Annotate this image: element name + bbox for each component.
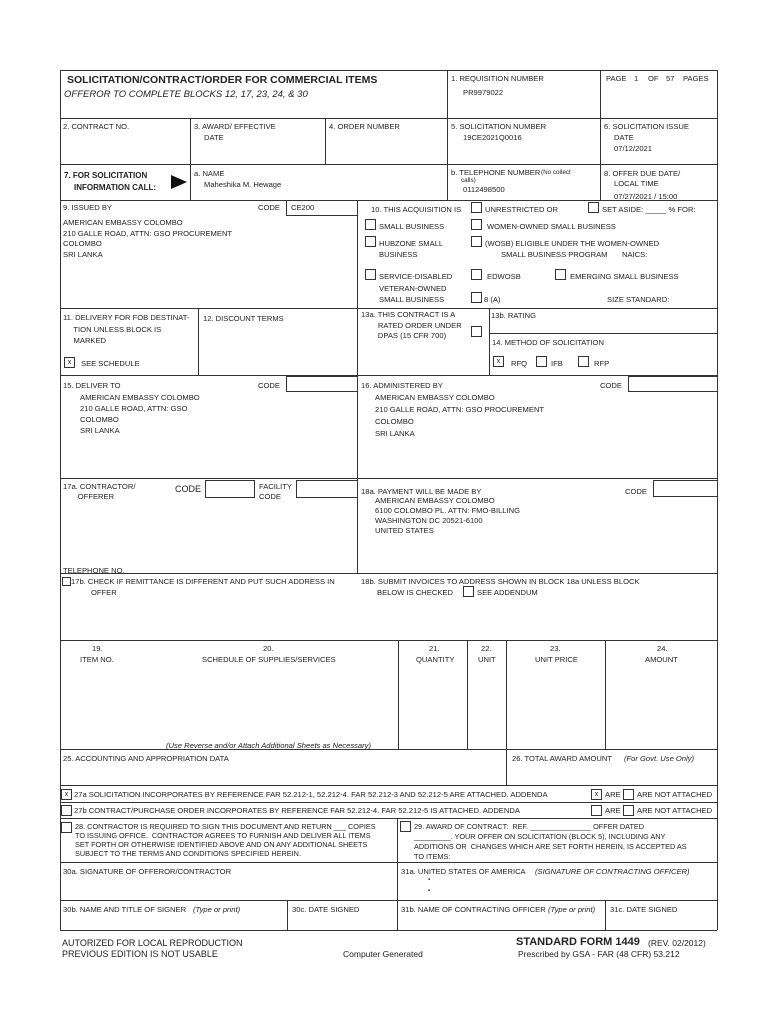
schedule-note: (Use Reverse and/or Attach Additional Sheets as Necessary) xyxy=(166,741,371,750)
27b-label: 27b CONTRACT/PURCHASE ORDER INCORPORATES BY REFERENCE FAR 52.212-4. FAR 52.212-5 IS ATTACHED. ADDENDA xyxy=(74,806,520,815)
contact-name-label: a. NAME xyxy=(194,169,225,178)
27b-are-label: ARE xyxy=(605,806,621,815)
award-contract-text: 29. AWARD OF CONTRACT: REF. _______________ OFFER DATED _________. YOUR OFFER ON SOLICITATION (BLOCK 5), INCLUDING ANY ADDITIONS OR CHANGES WHICH ARE SET FORTH HEREIN, IS ACCEPTED AS TO ITEMS: xyxy=(414,822,687,861)
unrestricted-checkbox[interactable] xyxy=(471,202,482,213)
footer-computer-generated: Computer Generated xyxy=(343,949,423,959)
issued-by-code-value: CE200 xyxy=(291,203,315,212)
deliver-to-code-label: CODE xyxy=(258,381,280,390)
telephone-label: TELEPHONE NO. xyxy=(63,566,125,575)
eight-a-label: 8 (A) xyxy=(484,295,501,304)
footer-previous-edition: PREVIOUS EDITION IS NOT USABLE xyxy=(62,949,218,959)
delivery-fob-label: 11. DELIVERY FOR FOB DESTINAT- TION UNLESS BLOCK IS MARKED xyxy=(63,313,190,345)
discount-terms-label: 12. DISCOUNT TERMS xyxy=(203,314,284,323)
wosb-label: WOMEN-OWNED SMALL BUSINESS xyxy=(487,222,616,231)
payment-code-field[interactable] xyxy=(653,480,718,497)
page-label: PAGE xyxy=(606,74,627,83)
issued-by-code-label: CODE xyxy=(258,203,280,212)
total-award-note: (For Govt. Use Only) xyxy=(624,754,695,763)
pages-label: PAGES xyxy=(683,74,709,83)
29-checkbox[interactable] xyxy=(400,821,411,832)
deliver-to-label: 15. DELIVER TO xyxy=(63,381,121,390)
footer-reproduction: AUTORIZED FOR LOCAL REPRODUCTION xyxy=(62,938,243,948)
signature-marker-2: ▪ xyxy=(428,888,431,894)
page-number: 1 xyxy=(634,74,639,83)
standard-form-number: STANDARD FORM 1449 xyxy=(516,936,640,948)
signature-marker-1: ▪ xyxy=(428,877,431,883)
payment-label: 18a. PAYMENT WILL BE MADE BY xyxy=(361,487,482,496)
order-number-label: 4. ORDER NUMBER xyxy=(329,122,400,131)
hubzone-checkbox[interactable] xyxy=(365,236,376,247)
addendum-checkbox[interactable] xyxy=(463,586,474,597)
footer-prescribed: Prescribed by GSA - FAR (48 CFR) 53.212 xyxy=(518,949,680,959)
deliver-to-address: AMERICAN EMBASSY COLOMBO 210 GALLE ROAD, ATTN: GSO COLOMBO SRI LANKA xyxy=(80,393,200,435)
submit-invoices-label: 18b. SUBMIT INVOICES TO ADDRESS SHOWN IN BLOCK 18a UNLESS BLOCK xyxy=(361,577,640,586)
telephone-number-label: b. TELEPHONE NUMBER xyxy=(451,168,541,177)
sbp-label: SMALL BUSINESS PROGRAM xyxy=(501,250,608,259)
rated-order-label: 13a. THIS CONTRACT IS A RATED ORDER UNDER DPAS (15 CFR 700) xyxy=(361,310,462,340)
wosb-checkbox[interactable] xyxy=(471,219,482,230)
award-date-label: 3. AWARD/ EFFECTIVE xyxy=(194,122,276,131)
facility-code-label: FACILITY CODE xyxy=(259,482,292,501)
emerging-label: EMERGING SMALL BUSINESS xyxy=(570,272,679,281)
payment-address: AMERICAN EMBASSY COLOMBO 6100 COLOMBO PL. ATTN: FMO-BILLING WASHINGTON DC 20521-6100 UNITED STATES xyxy=(375,496,521,535)
see-schedule-checkbox[interactable] xyxy=(64,357,75,368)
col-amount-number: 24. xyxy=(657,644,668,653)
contract-number-label: 2. CONTRACT NO. xyxy=(63,122,130,131)
issued-by-label: 9. ISSUED BY xyxy=(63,203,112,212)
signer-name-note: (Type or print) xyxy=(193,905,241,914)
usa-label: 31a. UNITED STATES OF AMERICA xyxy=(401,867,526,876)
small-business-label: SMALL BUSINESS xyxy=(379,222,445,231)
col-schedule-number: 20. xyxy=(263,644,274,653)
col-schedule-label: SCHEDULE OF SUPPLIES/SERVICES xyxy=(202,655,336,664)
rfp-label: RFP xyxy=(594,359,610,368)
27b-are-not-label: ARE NOT ATTACHED xyxy=(637,806,713,815)
27b-are-checkbox[interactable] xyxy=(591,805,602,816)
27a-are-checkbox[interactable] xyxy=(591,789,602,800)
issued-by-address: AMERICAN EMBASSY COLOMBO 210 GALLE ROAD, ATTN: GSO PROCUREMENT COLOMBO SRI LANKA xyxy=(63,218,233,259)
administered-by-address: AMERICAN EMBASSY COLOMBO 210 GALLE ROAD, ATTN: GSO PROCUREMENT COLOMBO SRI LANKA xyxy=(375,393,545,438)
27b-are-not-checkbox[interactable] xyxy=(623,805,634,816)
contracting-officer-note: (Type or print) xyxy=(548,905,596,914)
rated-order-checkbox[interactable] xyxy=(471,326,482,337)
officer-date-label: 31c. DATE SIGNED xyxy=(610,905,678,914)
solicitation-issue-label-2: DATE xyxy=(614,133,634,142)
issued-by-code-field[interactable] xyxy=(286,200,358,216)
set-aside-label: SET ASIDE: _____ % FOR: xyxy=(602,205,696,214)
wosb-eligible-checkbox[interactable] xyxy=(471,236,482,247)
27a-are-not-label: ARE NOT ATTACHED xyxy=(637,790,713,799)
solicitation-info-label-2: INFORMATION CALL: xyxy=(74,183,157,192)
contractor-code-field[interactable] xyxy=(205,480,255,498)
total-award-label: 26. TOTAL AWARD AMOUNT xyxy=(512,754,613,763)
remittance-label: 17b. CHECK IF REMITTANCE IS DIFFERENT AND PUT SUCH ADDRESS IN xyxy=(71,577,335,586)
eight-a-checkbox[interactable] xyxy=(471,292,482,303)
naics-label: NAICS: xyxy=(622,250,648,259)
rating-label: 13b. RATING xyxy=(491,311,537,320)
contractor-label: 17a. CONTRACTOR/ OFFERER xyxy=(63,482,136,501)
emerging-checkbox[interactable] xyxy=(555,269,566,280)
27a-are-not-checkbox[interactable] xyxy=(623,789,634,800)
signer-name-label: 30b. NAME AND TITLE OF SIGNER xyxy=(63,905,187,914)
arrow-right-icon xyxy=(171,175,187,189)
accounting-label: 25. ACCOUNTING AND APPROPRIATION DATA xyxy=(63,754,229,763)
page-total: 57 xyxy=(666,74,675,83)
telephone-collect-note: (No collect xyxy=(541,169,571,176)
contractor-sign-text: 28. CONTRACTOR IS REQUIRED TO SIGN THIS DOCUMENT AND RETURN ___ COPIES TO ISSUING OFFICE. CONTRACTOR AGREES TO FURNISH AND DELIVER ALL ITEMS SET FORTH OR OTHERWISE IDENTIFIED ABOVE AND ON ANY ADDITIONAL SHEETS SUBJECT TO THE TERMS AND CONDITIONS SPECIFIED HEREIN. xyxy=(75,822,376,858)
requisition-number-value: PR9979022 xyxy=(463,88,504,97)
set-aside-checkbox[interactable] xyxy=(588,202,599,213)
telephone-collect-note-2: calls) xyxy=(461,177,476,184)
rfq-checkbox[interactable] xyxy=(493,356,504,367)
usa-note: (SIGNATURE OF CONTRACTING OFFICER) xyxy=(535,867,690,876)
payment-code-label: CODE xyxy=(625,487,647,496)
administered-by-code-field[interactable] xyxy=(628,376,718,392)
size-standard-label: SIZE STANDARD: xyxy=(607,295,670,304)
col-unit-price-number: 23. xyxy=(550,644,561,653)
col-quantity-label: QUANTITY xyxy=(416,655,455,664)
ifb-label: IFB xyxy=(551,359,563,368)
27a-are-mark: x xyxy=(594,791,599,798)
ifb-checkbox[interactable] xyxy=(536,356,547,367)
27a-are-label: ARE xyxy=(605,790,621,799)
telephone-number-value: 0112498500 xyxy=(463,185,505,194)
27a-checkbox[interactable] xyxy=(61,789,72,800)
deliver-to-code-field[interactable] xyxy=(286,376,358,392)
col-unit-price-label: UNIT PRICE xyxy=(535,655,578,664)
edwosb-label: EDWOSB xyxy=(487,272,521,281)
edwosb-checkbox[interactable] xyxy=(471,269,482,280)
col-amount-label: AMOUNT xyxy=(645,655,678,664)
addendum-label: SEE ADDENDUM xyxy=(477,588,538,597)
administered-by-code-label: CODE xyxy=(600,381,622,390)
col-item-number: 19. xyxy=(92,644,103,653)
offer-due-label: 8. OFFER DUE DATE/ xyxy=(604,169,681,178)
contracting-officer-label: 31b. NAME OF CONTRACTING OFFICER xyxy=(401,905,546,914)
form-subtitle: OFFEROR TO COMPLETE BLOCKS 12, 17, 23, 24, & 30 xyxy=(64,89,308,100)
method-label: 14. METHOD OF SOLICITATION xyxy=(492,338,604,347)
sdvosb-checkbox[interactable] xyxy=(365,269,376,280)
wosb-eligible-label: (WOSB) ELIGIBLE UNDER THE WOMEN-OWNED xyxy=(485,239,660,248)
solicitation-number-label: 5. SOLICITATION NUMBER xyxy=(451,122,547,131)
rfp-checkbox[interactable] xyxy=(578,356,589,367)
contact-name-value: Maheshika M. Hewage xyxy=(204,180,282,189)
solicitation-issue-value: 07/12/2021 xyxy=(614,144,653,153)
unrestricted-label: UNRESTRICTED OR xyxy=(485,205,558,214)
solicitation-issue-label: 6. SOLICITATION ISSUE xyxy=(604,122,689,131)
offeror-date-label: 30c. DATE SIGNED xyxy=(292,905,360,914)
rfq-mark: x xyxy=(496,358,501,365)
27b-checkbox[interactable] xyxy=(61,805,72,816)
offeror-signature-label: 30a. SIGNATURE OF OFFEROR/CONTRACTOR xyxy=(63,867,232,876)
see-schedule-label: SEE SCHEDULE xyxy=(81,359,140,368)
col-quantity-number: 21. xyxy=(429,644,440,653)
offer-due-label-2: LOCAL TIME xyxy=(614,179,659,188)
remittance-label-2: OFFER xyxy=(91,588,117,597)
28-checkbox[interactable] xyxy=(61,822,72,833)
offer-due-value: 07/27/2021 / 15:00 xyxy=(614,192,678,201)
solicitation-number-value: 19CE2021Q0016 xyxy=(463,133,522,142)
acquisition-label: 10. THIS ACQUISITION IS xyxy=(371,205,462,214)
administered-by-label: 16. ADMINISTERED BY xyxy=(361,381,443,390)
facility-code-field[interactable] xyxy=(296,480,358,498)
rfq-label: RFQ xyxy=(511,359,528,368)
page-of-label: OF xyxy=(648,74,659,83)
col-unit-number: 22. xyxy=(481,644,492,653)
see-schedule-mark: x xyxy=(67,359,72,366)
solicitation-info-label: 7. FOR SOLICITATION xyxy=(64,171,148,180)
sdvosb-label: SERVICE-DISABLED VETERAN-OWNED SMALL BUSINESS xyxy=(379,272,453,304)
standard-form-revision: (REV. 02/2012) xyxy=(648,938,706,948)
col-item-label: ITEM NO. xyxy=(80,655,114,664)
award-date-label-2: DATE xyxy=(204,133,224,142)
remittance-checkbox[interactable] xyxy=(62,577,71,586)
requisition-number-label: 1. REQUISITION NUMBER xyxy=(451,74,544,83)
col-unit-label: UNIT xyxy=(478,655,496,664)
contractor-code-label: CODE xyxy=(175,484,202,494)
27a-label: 27a SOLICITATION INCORPORATES BY REFERENCE FAR 52.212-1, 52.212-4. FAR 52.212-3 AND 52.212-5 ARE ATTACHED. ADDENDA xyxy=(74,790,548,799)
small-business-checkbox[interactable] xyxy=(365,219,376,230)
hubzone-label: HUBZONE SMALL BUSINESS xyxy=(379,239,444,259)
form-title: SOLICITATION/CONTRACT/ORDER FOR COMMERCIAL ITEMS xyxy=(67,74,378,86)
27a-mark: x xyxy=(64,791,69,798)
below-checked-label: BELOW IS CHECKED xyxy=(377,588,453,597)
